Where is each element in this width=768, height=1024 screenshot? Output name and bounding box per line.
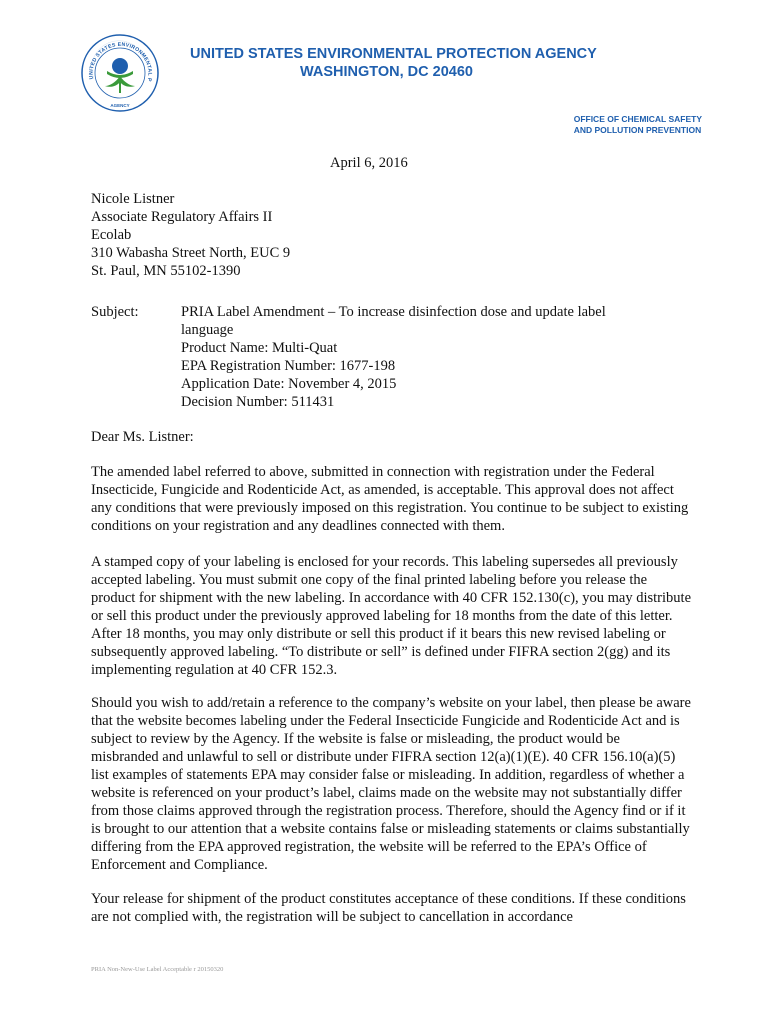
subject-line: Application Date: November 4, 2015 xyxy=(181,376,397,392)
body-paragraph: Should you wish to add/retain a reference to the company’s website on your label, then please be aware that the website becomes labeling under the Federal Insecticide Fungicide and Rodenticide Act and is subject to review by the Agency. If the website is false or misleading, the product would be misbranded and unlawful to sell or distribute under FIFRA section 12(a)(1)(E). 40 CFR 156.10(a)(5) list examples of statements EPA may consider false or misleading. In addition, regardless of whether a website is referenced on your product’s label, claims made on the website may not substantially differ from those claims approved through the registration process. Therefore, should the Agency find or if it is brought to our attention that a website contains false or misleading statements or claims substantially differing from the EPA approved registration, the website will be referred to the EPA’s Office of Enforcement and Compliance. xyxy=(91,695,691,873)
salutation: Dear Ms. Listner: xyxy=(91,429,194,445)
subject-line: PRIA Label Amendment – To increase disinfection dose and update label xyxy=(181,304,606,320)
recipient-address xyxy=(91,190,290,280)
body-paragraph: A stamped copy of your labeling is enclosed for your records. This labeling supersedes all previously accepted labeling. You must submit one copy of the final printed labeling before you release the product for shipment with the new labeling. In accordance with 40 CFR 152.130(c), you may distribute or sell this product under the previously approved labeling for 18 months from the date of this letter. After 18 months, you may only distribute or sell this product if it bears this new revised labeling or subsequently approved labeling. “To distribute or sell” is defined under FIFRA section 2(gg) and its implementing regulation at 40 CFR 152.3. xyxy=(91,554,692,678)
letter-date: April 6, 2016 xyxy=(330,155,408,171)
subject-line: Decision Number: 511431 xyxy=(181,394,335,410)
recipient-city: St. Paul, MN 55102-1390 xyxy=(91,263,241,279)
epa-seal-icon xyxy=(80,33,160,113)
subject-line: Product Name: Multi-Quat xyxy=(181,340,338,356)
body-paragraph: The amended label referred to above, submitted in connection with registration under the Federal Insecticide, Fungicide and Rodenticide Act, as amended, is acceptable. This approval does not affect any conditions that were previously imposed on this registration. You continue to be subject to existing conditions on your registration and any deadlines connected with them. xyxy=(91,464,689,534)
agency-heading xyxy=(190,45,630,81)
svg-text:UNITED STATES ENVIRONMENTAL PR: UNITED STATES ENVIRONMENTAL P xyxy=(88,41,153,83)
recipient-street: 310 Wabasha Street North, EUC 9 xyxy=(91,245,291,261)
epa-seal-logo xyxy=(80,33,160,113)
recipient-company: Ecolab xyxy=(91,227,132,243)
subject-block xyxy=(91,303,691,411)
office-line-2: AND POLLUTION PREVENTION xyxy=(573,125,702,135)
svg-text:AGENCY: AGENCY xyxy=(110,103,130,108)
recipient-title: Associate Regulatory Affairs II xyxy=(91,209,273,225)
recipient-name: Nicole Listner xyxy=(91,191,175,207)
subject-line: language xyxy=(181,322,234,338)
subject-line: EPA Registration Number: 1677-198 xyxy=(181,358,396,374)
agency-address: WASHINGTON, DC 20460 xyxy=(300,64,473,80)
agency-name: UNITED STATES ENVIRONMENTAL PROTECTION AGENCY xyxy=(190,46,597,62)
subject-label: Subject: xyxy=(91,304,139,320)
page-footer: PRIA Non-New-Use Label Acceptable r 20150320 xyxy=(91,966,224,973)
body-paragraph: Your release for shipment of the product constitutes acceptance of these conditions. If these conditions are not complied with, the registration will be subject to cancellation in accordance xyxy=(91,891,686,925)
office-name xyxy=(574,114,702,136)
office-line-1: OFFICE OF CHEMICAL SAFETY xyxy=(573,114,702,124)
